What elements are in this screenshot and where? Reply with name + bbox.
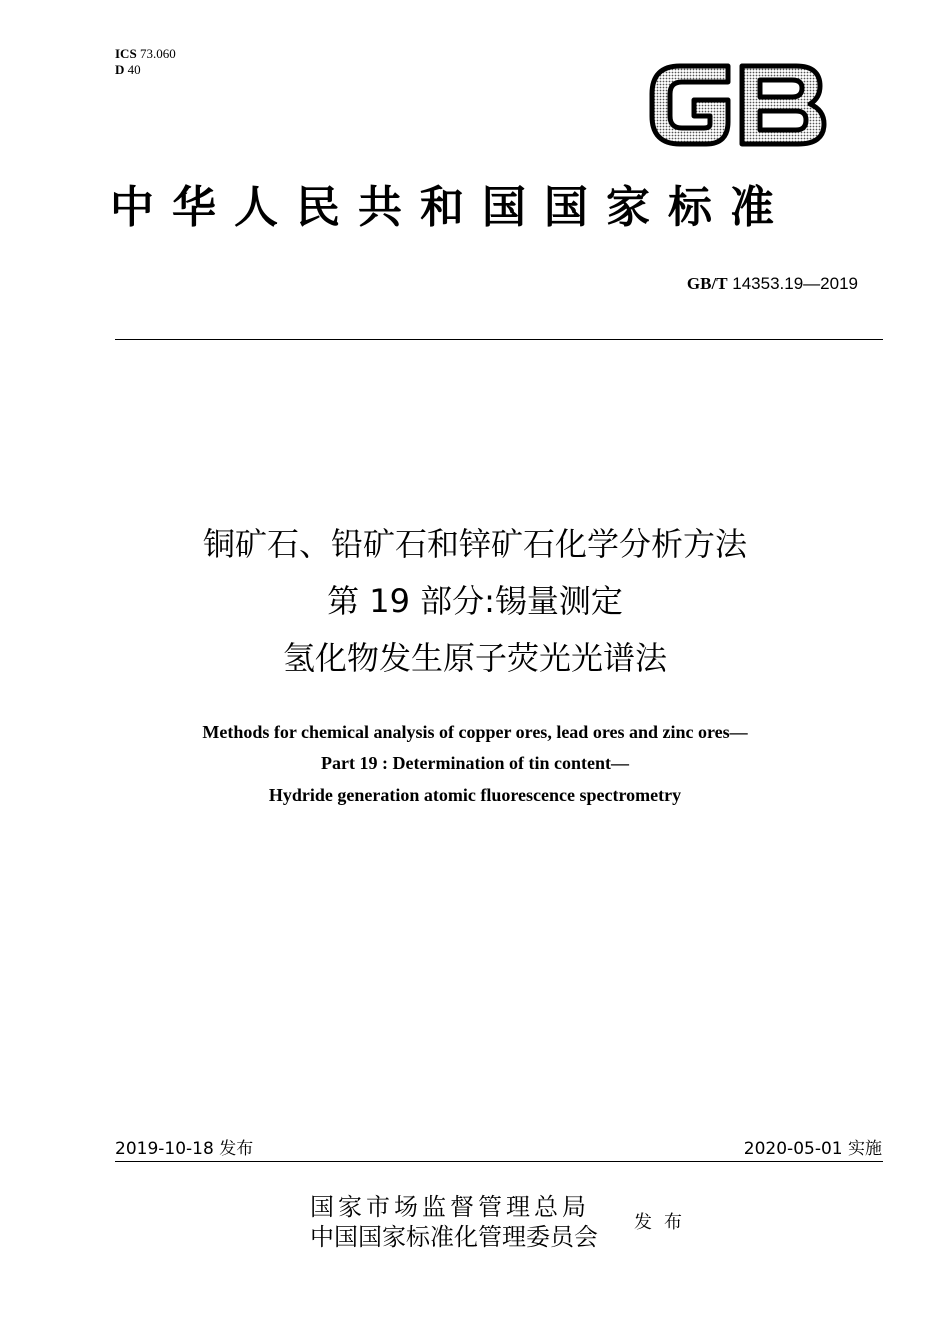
title-cn-line1: 铜矿石、铅矿石和锌矿石化学分析方法 (202, 525, 747, 563)
logo-letter-b (742, 66, 824, 144)
title-en-line1: Methods for chemical analysis of copper ores, lead ores and zinc ores— (202, 722, 748, 742)
footer-divider (115, 1161, 883, 1162)
header-divider (115, 339, 883, 340)
issuer-samr: 国家市场监督管理总局 (310, 1193, 590, 1221)
title-cn-line3: 氢化物发生原子荧光光谱法 (282, 639, 667, 677)
title-en-line3: Hydride generation atomic fluorescence spectrometry (268, 785, 682, 805)
ics-code (115, 46, 176, 62)
issuing-authorities (310, 1192, 598, 1252)
standard-number-prefix: GB/T (686, 274, 728, 293)
issue-label: 发布 (634, 1212, 694, 1233)
ics-label: ICS (115, 46, 137, 61)
issuer-sac: 中国国家标准化管理委员会 (310, 1223, 598, 1251)
title-cn-line2: 第 19 部分:锡量测定 (327, 582, 623, 620)
ics-value: 73.060 (139, 46, 176, 61)
title-en-line2: Part 19 : Determination of tin content— (321, 753, 629, 773)
standard-number (687, 274, 858, 294)
ccs-code (115, 62, 176, 78)
national-standard-title: 中华人民共和国国家标准 (110, 182, 792, 233)
standard-number-value: 14353.19—2019 (732, 274, 858, 293)
ccs-label: D (115, 62, 125, 77)
ccs-value: 40 (127, 62, 141, 77)
implement-date: 2020-05-01 实施 (743, 1139, 882, 1159)
classification-codes (115, 46, 176, 78)
publish-date: 2019-10-18 发布 (115, 1139, 254, 1159)
logo-letter-g (652, 66, 728, 144)
gb-logo (644, 56, 832, 152)
